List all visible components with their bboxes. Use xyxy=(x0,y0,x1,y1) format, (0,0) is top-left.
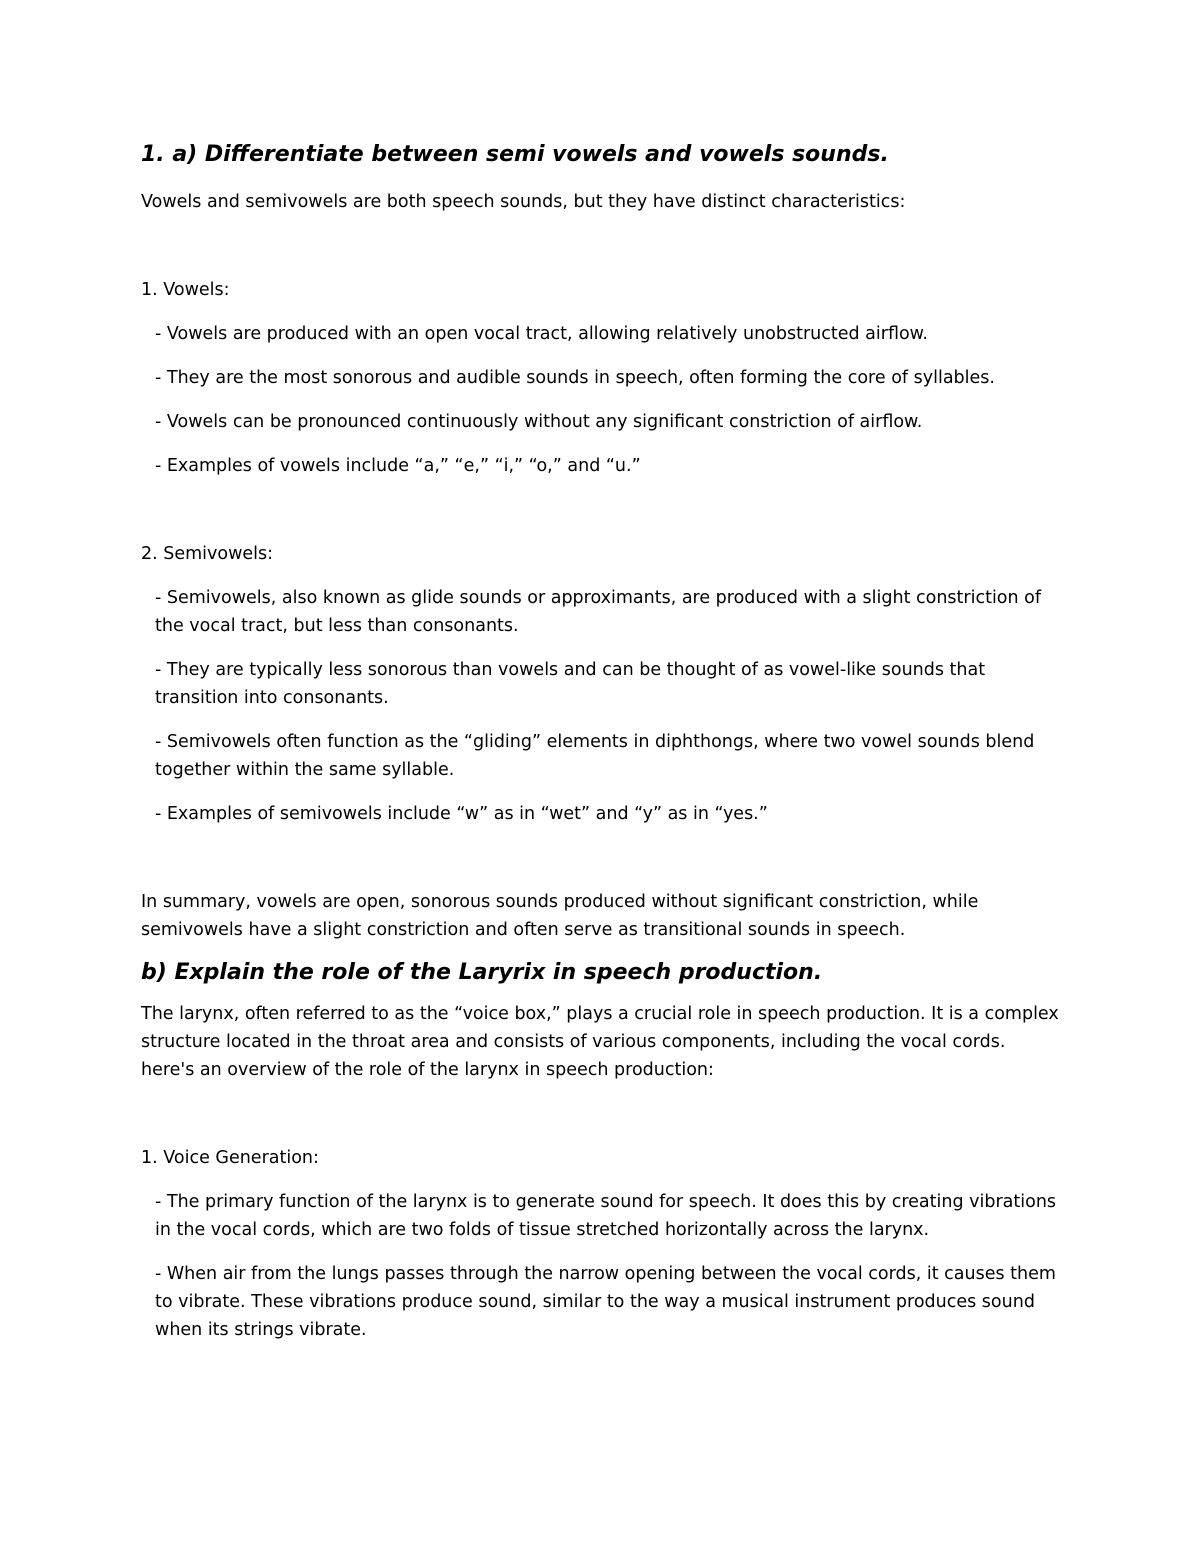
spacer xyxy=(141,216,1061,276)
spacer xyxy=(141,784,1061,800)
vowels-title: 1. Vowels: xyxy=(141,280,230,300)
spacer xyxy=(141,990,1061,1000)
vowels-point: - Examples of vowels include “a,” “e,” “i,” “o,” and “u.” xyxy=(155,456,641,476)
spacer xyxy=(141,1172,1061,1188)
vowels-point: - Vowels are produced with an open vocal tract, allowing relatively unobstructed airflow. xyxy=(155,324,928,344)
spacer xyxy=(141,348,1061,364)
section-b-intro: The larynx, often referred to as the “voice box,” plays a crucial role in speech production. It is a complex structure located in the throat area and consists of various components, including the vocal cords. here's an overview of the role of the larynx in speech production: xyxy=(141,1004,1059,1080)
spacer xyxy=(141,640,1061,656)
semivowels-point: - Examples of semivowels include “w” as in “wet” and “y” as in “yes.” xyxy=(155,804,768,824)
spacer xyxy=(141,828,1061,888)
semivowels-title: 2. Semivowels: xyxy=(141,544,274,564)
spacer xyxy=(141,712,1061,728)
spacer xyxy=(141,480,1061,540)
voice-generation-point: - When air from the lungs passes through the narrow opening between the vocal cords, it causes them to vibrate. These vibrations produce sound, similar to the way a musical instrument produces sound when its strings vibrate. xyxy=(155,1264,1056,1340)
semivowels-point: - Semivowels, also known as glide sounds or approximants, are produced with a slight constriction of the vocal tract, but less than consonants. xyxy=(155,588,1042,636)
section-a-summary: In summary, vowels are open, sonorous sounds produced without significant constriction, while semivowels have a slight constriction and often serve as transitional sounds in speech. xyxy=(141,892,979,940)
spacer xyxy=(141,436,1061,452)
spacer xyxy=(141,1084,1061,1144)
spacer xyxy=(141,568,1061,584)
semivowels-point: - Semivowels often function as the “gliding” elements in diphthongs, where two vowel sounds blend together within the same syllable. xyxy=(155,732,1035,780)
voice-generation-point: - The primary function of the larynx is to generate sound for speech. It does this by creating vibrations in the vocal cords, which are two folds of tissue stretched horizontally across the larynx. xyxy=(155,1192,1057,1240)
spacer xyxy=(141,392,1061,408)
semivowels-point: - They are typically less sonorous than vowels and can be thought of as vowel-like sounds that transition into consonants. xyxy=(155,660,986,708)
section-a-heading: 1. a) Differentiate between semi vowels and vowels sounds. xyxy=(141,142,889,167)
spacer xyxy=(141,944,1061,956)
spacer xyxy=(141,1244,1061,1260)
document-body xyxy=(141,138,1061,1344)
vowels-point: - Vowels can be pronounced continuously without any significant constriction of airflow. xyxy=(155,412,923,432)
spacer xyxy=(141,304,1061,320)
section-a-intro: Vowels and semivowels are both speech sounds, but they have distinct characteristics: xyxy=(141,192,906,212)
voice-generation-title: 1. Voice Generation: xyxy=(141,1148,319,1168)
vowels-point: - They are the most sonorous and audible sounds in speech, often forming the core of syllables. xyxy=(155,368,995,388)
section-b-heading: b) Explain the role of the Laryrix in speech production. xyxy=(141,960,823,985)
spacer xyxy=(141,172,1061,188)
